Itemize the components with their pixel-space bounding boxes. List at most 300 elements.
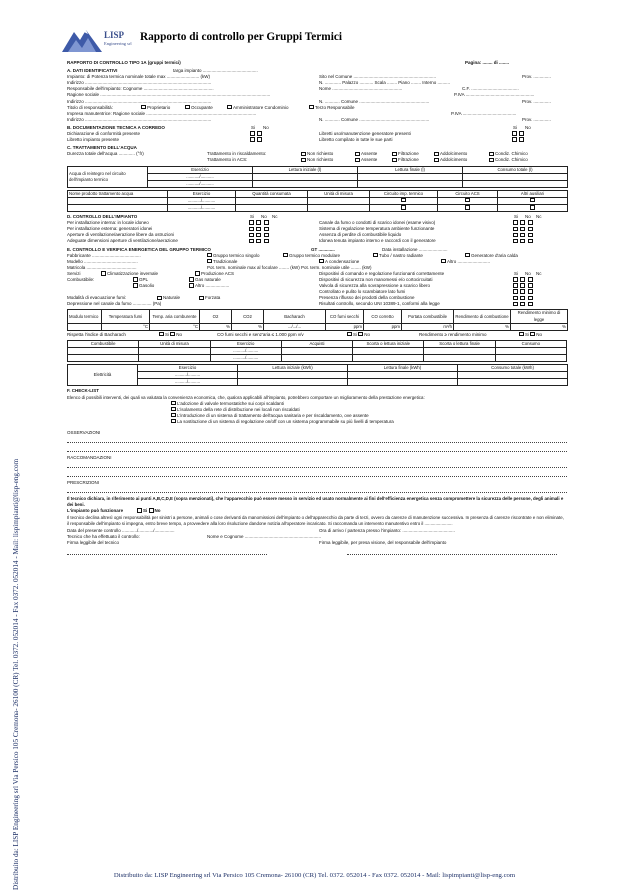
no-label: No — [525, 124, 531, 130]
table-cell[interactable] — [68, 355, 139, 362]
checkbox[interactable] — [513, 283, 518, 287]
comune-field[interactable]: Sito nel Comune .................................................................. — [319, 74, 437, 80]
impresa-field[interactable]: Impresa manutentrice: Ragione sociale ........................................................................................ — [67, 110, 257, 116]
opt: Non richiesto — [307, 151, 334, 157]
checkbox[interactable] — [520, 302, 525, 306]
ragione-sociale-field[interactable]: Ragione sociale ........................................................................................................................................ — [67, 92, 271, 98]
checkbox[interactable] — [528, 227, 533, 231]
modello-field[interactable]: Modello ........................................... — [67, 258, 138, 264]
checkbox[interactable] — [513, 220, 518, 224]
evacuazione-label: Modalità di evacuazione fumi: — [67, 295, 127, 301]
gt-field[interactable]: GT ............. — [311, 246, 335, 252]
checkbox[interactable] — [392, 152, 397, 156]
opt: Naturale — [163, 295, 181, 301]
fabbricante-field[interactable]: Fabbricante ....................................... — [67, 252, 141, 258]
raccomandazioni-label: RACCOMANDAZIONI — [67, 454, 112, 460]
checkbox[interactable] — [520, 233, 525, 237]
checkbox[interactable] — [257, 131, 262, 135]
checkbox[interactable] — [283, 253, 288, 257]
bacharach-label: Rispetta l'indice di Bacharach — [67, 331, 126, 337]
checkbox[interactable] — [528, 289, 533, 293]
checkbox[interactable] — [249, 239, 254, 243]
osservazioni-field[interactable] — [67, 436, 567, 443]
e-row-9 — [67, 301, 567, 307]
a-row-8 — [67, 117, 567, 123]
table-cell[interactable]: .........../........... — [148, 180, 253, 187]
checkbox[interactable] — [520, 277, 525, 281]
checkbox[interactable] — [530, 198, 535, 202]
combustibile-label: Combustibile: — [67, 277, 95, 282]
nc-label: Nc — [536, 270, 542, 276]
checkbox[interactable] — [528, 239, 533, 243]
check-item: Aperture di ventilazione/aerazione libere da ostruzioni — [67, 232, 175, 238]
checkbox[interactable] — [249, 233, 254, 237]
checkbox[interactable] — [520, 283, 525, 287]
orario-field[interactable]: Ora di arrivo / partenza presso l'impianto: .......................................... — [319, 528, 455, 534]
checkbox[interactable] — [149, 508, 154, 512]
checkbox[interactable] — [301, 158, 306, 162]
table-header: Portata combustibile — [402, 310, 454, 323]
checkbox[interactable] — [185, 105, 190, 109]
table-header: Rendimento minimo di legge — [511, 310, 568, 323]
opt: Tubo / nastro radiante — [379, 252, 423, 258]
unit-cell[interactable]: .../.../... — [264, 323, 326, 330]
opt: Assente — [361, 157, 378, 163]
section-b-heading: B. DOCUMENTAZIONE TECNICA A CORREDO — [67, 124, 165, 130]
checkbox[interactable] — [520, 239, 525, 243]
funz-label: L'impianto può funzionare — [67, 508, 124, 514]
nc-label: Nc — [272, 214, 278, 220]
checkbox[interactable] — [519, 131, 524, 135]
checkbox[interactable] — [159, 332, 164, 336]
table-header: Bacharach — [264, 310, 326, 323]
table-header: Esercizio — [138, 365, 238, 372]
checkbox[interactable] — [355, 152, 360, 156]
check-item: Idonea tenuta impianto interno e raccordi con il generatore — [319, 238, 436, 244]
impresa-indirizzo-field[interactable]: Indirizzo ..................................................................................................... — [67, 116, 212, 122]
checkbox[interactable] — [250, 137, 255, 141]
section-a-heading: A. DATI IDENTIFICATIVI — [67, 68, 118, 74]
table-cell[interactable] — [353, 347, 424, 354]
table-header: Esercizio — [210, 340, 281, 347]
check-item: Presenza riflusso dei prodotti della combustione — [319, 295, 415, 301]
prescrizioni-label: PRESCRIZIONI — [67, 480, 100, 486]
table-cell[interactable] — [463, 173, 568, 180]
checkbox[interactable] — [513, 289, 518, 293]
table-cell[interactable] — [68, 323, 102, 330]
logo-mountain-icon — [62, 26, 104, 54]
piva-field[interactable]: P.IVA ....................................................... — [454, 92, 535, 98]
checkbox[interactable] — [256, 227, 261, 231]
unit-cell[interactable]: °C — [102, 323, 150, 330]
checkbox[interactable] — [401, 205, 406, 209]
check-item: Assenza di perdite di combustibile liquido — [319, 232, 402, 238]
firma-responsabile-line[interactable] — [347, 554, 557, 555]
lisp-logo — [62, 26, 142, 56]
table-header: Elettricità — [68, 365, 138, 386]
checkbox[interactable] — [171, 401, 176, 405]
rendimento-label: Rendimento ≥ rendimento minimo — [419, 331, 487, 337]
unit-cell[interactable]: % — [232, 323, 264, 330]
checkbox[interactable] — [528, 277, 533, 281]
table-header: Acquisti — [281, 340, 352, 347]
opt: Condiz. Chimico — [495, 157, 528, 163]
si-label: Si — [525, 331, 530, 337]
checklist-item: La sostituzione di un sistema di regolazione on/off con un sistema programmabile su più livelli di temperatura — [177, 418, 394, 424]
table-cell[interactable] — [308, 197, 370, 204]
si-label: Si — [514, 214, 519, 220]
checkbox[interactable] — [520, 220, 525, 224]
checkbox[interactable] — [171, 407, 176, 411]
prescrizioni-field[interactable] — [67, 486, 567, 493]
si-label: Si — [165, 331, 170, 337]
b-row-2 — [67, 137, 567, 143]
table-cell[interactable] — [253, 173, 358, 180]
prov-resp-field[interactable]: Prov. .............. — [522, 98, 551, 104]
section-e-heading: E. CONTROLLO E VERIFICA ENERGETICA DEL GRUPPO TERMICO — [67, 246, 211, 252]
checkbox[interactable] — [358, 332, 363, 336]
table-cell[interactable] — [358, 173, 463, 180]
checkbox[interactable] — [528, 302, 533, 306]
si-label: Si — [513, 124, 518, 130]
table-cell[interactable] — [348, 379, 458, 386]
unit-cell[interactable]: % — [511, 323, 568, 330]
table-header: Nome prodotto trattamento acqua — [68, 190, 168, 197]
table-cell[interactable] — [238, 379, 348, 386]
doc-item: Dichiarazione di conformità presente — [67, 131, 141, 137]
table-cell[interactable]: ........../.......... — [210, 347, 281, 354]
table-cell[interactable] — [438, 197, 498, 204]
raccomandazioni-field[interactable] — [67, 468, 567, 477]
checkbox[interactable] — [520, 227, 525, 231]
checkbox[interactable] — [520, 289, 525, 293]
checkbox[interactable] — [513, 296, 518, 300]
checkbox[interactable] — [189, 277, 194, 281]
check-item: Per installazione interna: in locale idoneo — [67, 220, 149, 226]
check-item: Sistema di regolazione temperatura ambiente funzionante — [319, 226, 435, 232]
depressione-field[interactable]: Depressione nel canale da fumo ............... (Pa) — [67, 301, 162, 307]
cognome-field[interactable]: Responsabile dell'impianto: Cognome ........................................................ — [67, 86, 214, 92]
firma-tecnico-line[interactable] — [67, 554, 267, 555]
si-label: Si — [514, 270, 519, 276]
table-cell[interactable] — [236, 197, 308, 204]
nc-label: Nc — [536, 214, 542, 220]
table-cell[interactable] — [348, 372, 458, 379]
table-header: Circuito imp. termico — [370, 190, 438, 197]
table-cell[interactable] — [358, 180, 463, 187]
table-cell[interactable] — [236, 204, 308, 211]
table-cell[interactable] — [238, 372, 348, 379]
table-cell[interactable] — [424, 347, 495, 354]
checkbox[interactable] — [355, 158, 360, 162]
checkbox[interactable] — [257, 137, 262, 141]
osservazioni-field[interactable] — [67, 443, 567, 452]
table-header: O2 — [200, 310, 232, 323]
check-item: Controllato e pulito lo scambiatore lato fumi — [319, 289, 406, 295]
checklist-item: L'isolamento della rete di distribuzione nei locali non riscaldati — [177, 406, 300, 412]
checkbox[interactable] — [520, 296, 525, 300]
si-label: Si — [353, 331, 358, 337]
table-cell[interactable] — [495, 347, 566, 354]
checkbox[interactable] — [207, 253, 212, 257]
unit-cell[interactable]: ppm — [364, 323, 402, 330]
checkbox[interactable] — [171, 419, 176, 423]
table-cell[interactable] — [353, 355, 424, 362]
unit-cell[interactable]: ppm — [326, 323, 364, 330]
table-cell[interactable] — [68, 347, 139, 354]
checkbox[interactable] — [489, 158, 494, 162]
no-label: No — [176, 331, 183, 337]
table-cell[interactable] — [370, 197, 438, 204]
table-cell[interactable] — [139, 355, 210, 362]
checkbox[interactable] — [137, 508, 142, 512]
form-body — [67, 60, 567, 557]
table-cell[interactable] — [308, 204, 370, 211]
unit-cell[interactable]: % — [200, 323, 232, 330]
si-label: Si — [250, 214, 255, 220]
servizi-label: Servizi — [67, 270, 81, 276]
table-cell[interactable] — [495, 355, 566, 362]
table-cell[interactable] — [68, 197, 168, 204]
checkbox[interactable] — [528, 220, 533, 224]
table-cell[interactable] — [498, 197, 568, 204]
table-header: Acqua di reintegro nel circuito dell'impianto termico — [68, 166, 148, 187]
c-row-2 — [67, 157, 567, 163]
table-header: Lettura iniziale (kWh) — [238, 365, 348, 372]
f-item — [67, 419, 567, 425]
table-cell[interactable] — [281, 355, 352, 362]
checkbox[interactable] — [519, 137, 524, 141]
cf-field[interactable]: C.F. ...................................... — [462, 86, 519, 92]
check-item: Valvola di sicurezza alla sovrapressione a scarico libero — [319, 283, 430, 289]
opt: Filtrazione — [398, 151, 419, 157]
opt: Condiz. Chimico — [495, 151, 528, 157]
table-cell[interactable]: .........../........... — [148, 173, 253, 180]
checkbox[interactable] — [465, 253, 470, 257]
electricity-table — [67, 364, 567, 386]
table-header: CO fumi secchi — [326, 310, 364, 323]
civico-field[interactable]: N. ............. Palazzo ........... Scala ........ Piano ........ Interno .......... — [319, 80, 451, 86]
matricola-field[interactable]: Matricola ........................................ — [67, 264, 137, 270]
page-counter: Pagina: ........ di ........ — [465, 60, 510, 65]
checkbox[interactable] — [465, 205, 470, 209]
checkbox[interactable] — [434, 158, 439, 162]
comune-resp-field[interactable]: N. ............ Comune ........................................................ — [319, 98, 430, 104]
checkbox[interactable] — [528, 283, 533, 287]
table-header: Lettura finale (l) — [358, 166, 463, 173]
table-header: Esercizio — [168, 190, 236, 197]
footer-distribution: Distribuito da: LISP Engineering srl Via Persico 105 Cremona- 26100 (CR) Tel. 0372. 052014 - Fax 0372. 052014 - Mail: lispimpianti@lisp-eng.com — [113, 872, 516, 879]
opt: Climatizzazione invernale — [107, 270, 159, 276]
checkbox[interactable] — [256, 220, 261, 224]
checkbox[interactable] — [489, 152, 494, 156]
table-cell[interactable] — [281, 347, 352, 354]
checkbox[interactable] — [513, 302, 518, 306]
data-controllo-field[interactable]: Data del presente controllo ............/............/................ — [67, 528, 175, 534]
table-cell[interactable]: ........../.......... — [138, 372, 238, 379]
checkbox[interactable] — [141, 105, 146, 109]
table-header: Lettura finale (kWh) — [348, 365, 458, 372]
table-cell[interactable] — [424, 355, 495, 362]
table-header: Unità di misura — [308, 190, 370, 197]
table-cell[interactable] — [370, 204, 438, 211]
checkbox[interactable] — [519, 332, 524, 336]
checklist-item: L'adozione di valvole termostatiche sui corpi scaldanti — [177, 400, 284, 406]
water-product-table — [67, 190, 567, 212]
opt: Filtrazione — [398, 157, 419, 163]
resp-label: Titolo di responsabilità: — [67, 104, 113, 110]
checkbox[interactable] — [441, 259, 446, 263]
checkbox[interactable] — [264, 227, 269, 231]
durezza-field[interactable]: Durezza totale dell'acqua ............. (°fr) — [67, 151, 144, 157]
check-item: Canale da fumo o condotti di scarico idonei (esame visivo) — [319, 220, 436, 226]
no-label: No — [154, 508, 161, 514]
document-title: Rapporto di controllo per Gruppi Termici — [140, 31, 342, 43]
opt: Addolcimento — [440, 157, 468, 163]
firma-responsabile-label: Firma leggibile, per presa visione, del responsabile dell'impianto — [319, 540, 447, 546]
checkbox[interactable] — [264, 239, 269, 243]
potenza-field[interactable]: Impianto: di Potenza termica nominale totale max .......................... (kW) — [67, 74, 211, 80]
no-label: No — [536, 331, 543, 337]
checkbox[interactable] — [256, 233, 261, 237]
checkbox[interactable] — [513, 277, 518, 281]
indirizzo-field[interactable]: Indirizzo ..................................................................................................... — [67, 80, 212, 86]
logo-name: LISP — [104, 30, 125, 40]
checkbox[interactable] — [513, 239, 518, 243]
checkbox[interactable] — [513, 233, 518, 237]
checkbox[interactable] — [207, 259, 212, 263]
table-cell[interactable] — [458, 372, 568, 379]
table-cell[interactable]: ........../.......... — [138, 379, 238, 386]
no-label: No — [263, 124, 269, 130]
checkbox[interactable] — [171, 413, 176, 417]
unit-cell[interactable]: % — [454, 323, 511, 330]
impresa-prov-field[interactable]: Prov. .............. — [522, 116, 551, 122]
table-header: Lettura iniziale (l) — [253, 166, 358, 173]
checkbox[interactable] — [157, 296, 162, 300]
checkbox[interactable] — [256, 239, 261, 243]
opt: Produzione ACS — [201, 270, 235, 276]
nome-field[interactable]: Nome ........................................................ — [319, 86, 403, 92]
logo-subtitle: Engineering srl — [104, 41, 132, 46]
unit-cell[interactable]: m³/h — [402, 323, 454, 330]
table-cell[interactable]: .........../........... — [168, 197, 236, 204]
potenza-nominale-field[interactable]: Pot. term. nominale max al focolare ........ (kW) Pot. term. nominale utile ........ (kW) — [207, 264, 372, 270]
checkbox[interactable] — [392, 158, 397, 162]
table-header: Temperatura fumi — [102, 310, 150, 323]
targa-field[interactable]: targa impianto ............................................ — [173, 68, 258, 74]
table-header: Unità di misura — [139, 340, 210, 347]
table-cell[interactable] — [68, 204, 168, 211]
water-refill-table — [67, 166, 567, 188]
checkbox[interactable] — [512, 137, 517, 141]
check-item: Risultati controllo, secondo UNI 10389-1, conformi alla legge — [319, 301, 440, 307]
checkbox[interactable] — [373, 253, 378, 257]
table-header: Quantità consumata — [236, 190, 308, 197]
no-label: No — [261, 214, 267, 220]
check-item: Adeguate dimensioni aperture di ventilazione/aerazione — [67, 238, 178, 244]
side-distribution-text: Distribuito da: LISP Engineering srl Via Persico 105 Cremona- 26100 (CR) Tel. 0372. 052014 - Fax 0372. 052014 - Mail: lispimpianti@lisp-eng.com — [12, 458, 20, 890]
checkbox[interactable] — [264, 233, 269, 237]
opt: Gruppo termico singolo — [213, 252, 260, 258]
table-cell[interactable]: .........../........... — [168, 204, 236, 211]
opt: GPL — [139, 277, 149, 282]
table-cell[interactable] — [253, 180, 358, 187]
table-cell[interactable] — [458, 379, 568, 386]
checkbox[interactable] — [250, 131, 255, 135]
nome-tecnico-field[interactable]: Nome e Cognome ............................................................. — [207, 534, 322, 540]
signature-lines — [67, 547, 567, 557]
opt: Forzata — [205, 295, 221, 301]
checkbox[interactable] — [189, 283, 194, 287]
impresa-comune-field[interactable]: N. ............ Comune ........................................................ — [319, 116, 430, 122]
checkbox[interactable] — [170, 332, 175, 336]
data-installazione-field[interactable]: Data installazione ....................... — [382, 246, 448, 252]
checkbox[interactable] — [319, 259, 324, 263]
checkbox[interactable] — [465, 198, 470, 202]
checkbox[interactable] — [249, 220, 254, 224]
opt: Altro .......................... — [447, 258, 491, 264]
no-label: No — [525, 270, 531, 276]
raccomandazioni-field[interactable] — [67, 461, 567, 468]
table-cell[interactable] — [463, 180, 568, 187]
checkbox[interactable] — [512, 131, 517, 135]
checkbox[interactable] — [347, 332, 352, 336]
no-label: No — [364, 331, 371, 337]
side-distribution-note — [0, 0, 24, 891]
table-header: Consumo totale (l) — [463, 166, 568, 173]
table-cell[interactable] — [139, 347, 210, 354]
checkbox[interactable] — [101, 271, 106, 275]
checkbox[interactable] — [434, 152, 439, 156]
checkbox[interactable] — [513, 227, 518, 231]
funz-row — [67, 508, 567, 514]
table-header: CO corretto — [364, 310, 402, 323]
checkbox[interactable] — [301, 152, 306, 156]
si-label: Si — [143, 508, 148, 514]
table-cell[interactable]: ........../.......... — [210, 355, 281, 362]
checkbox[interactable] — [227, 105, 232, 109]
checkbox[interactable] — [195, 271, 200, 275]
unit-cell[interactable]: °C — [150, 323, 200, 330]
checkbox[interactable] — [528, 296, 533, 300]
checkbox[interactable] — [199, 296, 204, 300]
table-header: Temp. aria comburente — [150, 310, 200, 323]
table-cell[interactable] — [498, 204, 568, 211]
table-cell[interactable] — [438, 204, 498, 211]
resp-option: Terzo Responsabile — [315, 104, 355, 110]
checkbox[interactable] — [264, 220, 269, 224]
si-label: Si — [251, 124, 256, 130]
checkbox[interactable] — [133, 277, 138, 281]
opt: Tradizionale — [213, 258, 238, 264]
checkbox[interactable] — [249, 227, 254, 231]
osservazioni-label: OSSERVAZIONI — [67, 429, 101, 435]
opt: Gasolio — [139, 283, 155, 289]
declaration-text: Il tecnico dichiara, in riferimento ai punti A,B,C,D,E (sopra menzionati), che l'apparecchio può essere messo in servizio ed usato normalmente ai fini dell'efficienza energetica senza compromettere la sicurezza delle persone, degli animali e dei beni. — [67, 496, 564, 508]
checkbox[interactable] — [530, 205, 535, 209]
checkbox[interactable] — [309, 105, 314, 109]
section-c-heading: C. TRATTAMENTO DELL'ACQUA — [67, 145, 137, 151]
checkbox[interactable] — [528, 233, 533, 237]
prov-field[interactable]: Prov. .............. — [522, 74, 551, 80]
indirizzo-resp-field[interactable]: Indirizzo ..................................................................................................... — [67, 98, 212, 104]
checkbox[interactable] — [401, 198, 406, 202]
opt: Generatore d'aria calda — [471, 252, 518, 258]
checkbox[interactable] — [530, 332, 535, 336]
checkbox[interactable] — [133, 283, 138, 287]
impresa-piva-field[interactable]: P.IVA ........................................... — [451, 110, 517, 116]
